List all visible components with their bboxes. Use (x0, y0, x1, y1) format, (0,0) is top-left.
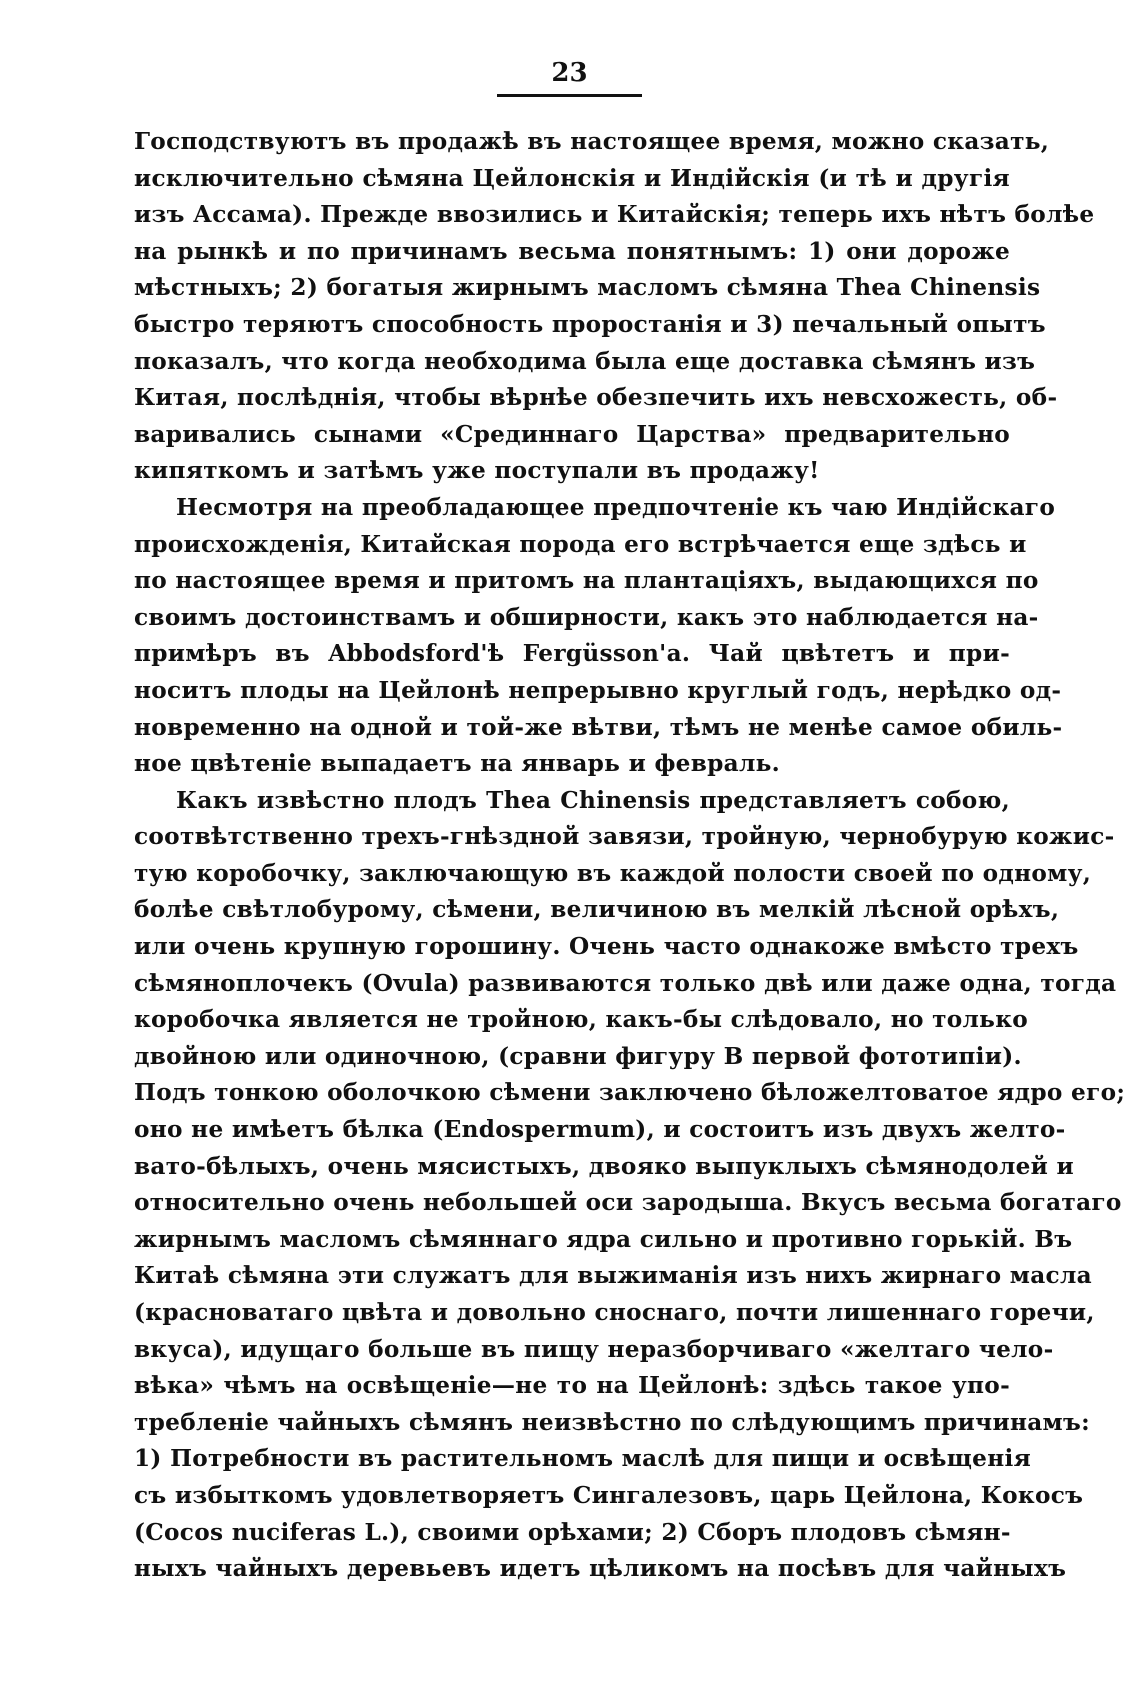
text-line: требленіе чайныхъ сѣмянъ неизвѣстно по слѣдующимъ причинамъ: (134, 1408, 1090, 1436)
text-line: по настоящее время и притомъ на плантаціяхъ, выдающихся по (134, 567, 1039, 595)
text-line: Господствуютъ въ продажѣ въ настоящее время, можно сказать, (134, 128, 1050, 155)
text-line: показалъ, что когда необходима была еще доставка сѣмянъ изъ (134, 347, 1036, 375)
text-line: варивались сынами «Срединнаго Царства» предварительно (134, 420, 1010, 448)
text-line: новременно на одной и той-же вѣтви, тѣмъ не менѣе самое обиль- (134, 713, 1063, 741)
text-line: носитъ плоды на Цейлонѣ непрерывно круглый годъ, нерѣдко од- (134, 676, 1062, 704)
text-line: мѣстныхъ; 2) богатыя жирнымъ масломъ сѣмяна Thea Chinensis (134, 274, 1041, 302)
paragraph-3 (134, 783, 1126, 1588)
text-line: сѣмяноплочекъ (Ovula) развиваются только двѣ или даже одна, тогда (134, 969, 1117, 997)
text-line: изъ Ассама). Прежде ввозились и Китайскія; теперь ихъ нѣтъ болѣе (134, 201, 1095, 229)
paragraph-2 (134, 490, 1063, 783)
text-line: (Cocos nuciferas L.), своими орѣхами; 2) Сборъ плодовъ сѣмян- (134, 1518, 1011, 1546)
text-line: кипяткомъ и затѣмъ уже поступали въ продажу! (134, 457, 820, 485)
text-line: (красноватаго цвѣта и довольно сноснаго, почти лишеннаго горечи, (134, 1299, 1095, 1326)
text-line: оно не имѣетъ бѣлка (Endospermum), и состоитъ изъ двухъ желто- (134, 1116, 1066, 1144)
text-line: Китая, послѣднія, чтобы вѣрнѣе обезпечить ихъ невсхожесть, об- (134, 384, 1058, 412)
text-line: на рынкѣ и по причинамъ весьма понятнымъ: 1) они дороже (134, 237, 1010, 265)
text-line: ное цвѣтеніе выпадаетъ на январь и февраль. (134, 750, 781, 778)
page-number: 23 (497, 58, 642, 97)
text-line: Какъ извѣстно плодъ Thea Chinensis представляетъ собою, (176, 786, 1010, 814)
text-line: болѣе свѣтлобурому, сѣмени, величиною въ мелкій лѣсной орѣхъ, (134, 896, 1060, 924)
text-line: исключительно сѣмяна Цейлонскія и Индійскія (и тѣ и другія (134, 164, 1010, 192)
text-line: 1) Потребности въ растительномъ маслѣ для пищи и освѣщенія (134, 1445, 1032, 1473)
text-line: вѣка» чѣмъ на освѣщеніе—не то на Цейлонѣ: здѣсь такое упо- (134, 1372, 1010, 1400)
text-line: коробочка является не тройною, какъ-бы слѣдовало, но только (134, 1006, 1029, 1034)
text-line: ныхъ чайныхъ деревьевъ идетъ цѣликомъ на посѣвъ для чайныхъ (134, 1555, 1067, 1583)
text-line: или очень крупную горошину. Очень часто однакоже вмѣсто трехъ (134, 933, 1079, 961)
text-line: двойною или одиночною, (сравни фигуру В первой фототипіи). (134, 1042, 1022, 1070)
text-line: примѣръ въ Abbodsford'ѣ Fergüsson'а. Чай цвѣтетъ и при- (134, 640, 1010, 668)
text-line: жирнымъ масломъ сѣмяннаго ядра сильно и противно горькій. Въ (134, 1225, 1073, 1253)
text-line: съ избыткомъ удовлетворяетъ Сингалезовъ, царь Цейлона, Кокосъ (134, 1481, 1084, 1509)
text-line: Китаѣ сѣмяна эти служатъ для выжиманія изъ нихъ жирнаго масла (134, 1262, 1092, 1290)
body-text (134, 124, 1126, 1588)
paragraph-1 (134, 124, 1095, 490)
text-line: относительно очень небольшей оси зародыша. Вкусъ весьма богатаго (134, 1189, 1122, 1217)
text-line: Несмотря на преобладающее предпочтеніе къ чаю Индійскаго (176, 493, 1056, 521)
text-line: происхожденія, Китайская порода его встрѣчается еще здѣсь и (134, 530, 1027, 558)
text-line: соотвѣтственно трехъ-гнѣздной завязи, тройную, чернобурую кожис- (134, 823, 1115, 851)
text-line: вато-бѣлыхъ, очень мясистыхъ, двояко выпуклыхъ сѣмянодолей и (134, 1152, 1075, 1180)
text-line: своимъ достоинствамъ и обширности, какъ это наблюдается на- (134, 603, 1039, 631)
text-line: вкуса), идущаго больше въ пищу неразборчиваго «желтаго чело- (134, 1335, 1054, 1363)
text-line: быстро теряютъ способность проростанія и 3) печальный опытъ (134, 310, 1046, 338)
text-line: тую коробочку, заключающую въ каждой полости своей по одному, (134, 859, 1092, 887)
text-line: Подъ тонкою оболочкою сѣмени заключено бѣложелтоватое ядро его; (134, 1079, 1126, 1107)
